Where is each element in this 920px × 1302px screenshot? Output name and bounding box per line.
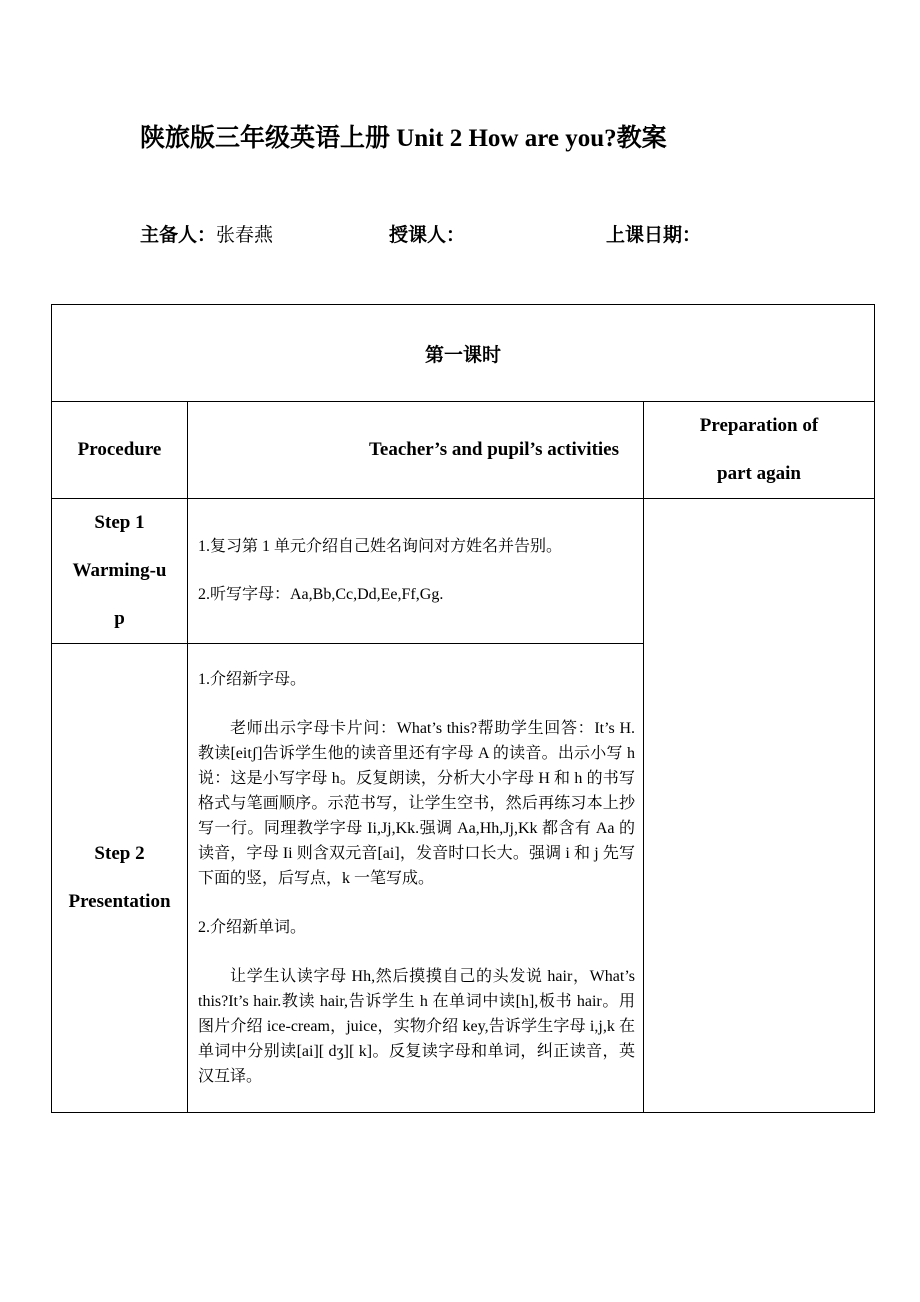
header-preparation xyxy=(644,402,875,499)
preparation-cell xyxy=(644,499,875,1113)
step2-heading-letters: 1.介绍新字母。 xyxy=(198,671,307,688)
step1-line2: Warming-u xyxy=(72,560,167,581)
header-procedure: Procedure xyxy=(52,402,188,499)
date-field xyxy=(606,220,701,247)
teacher-label: 授课人： xyxy=(389,225,466,246)
step1-activities xyxy=(188,499,644,644)
step1-line1: Step 1 xyxy=(94,512,145,533)
step1-item: 1.复习第 1 单元介绍自己姓名询问对方姓名并告别。 xyxy=(198,538,563,555)
lesson-title: 第一课时 xyxy=(52,305,875,402)
step1-row xyxy=(52,499,875,644)
step2-label xyxy=(52,644,188,1113)
step2-paragraph-letters: 老师出示字母卡片问：What’s this?帮助学生回答：It’s H.教读[eitʃ]告诉学生他的读音里还有字母 A 的读音。出示小写 h 说：这是小写字母 h。反复朗读，分析大小字母 H 和 h 的书写格式与笔画顺序。示范书写，让学生空书，然后再练习本上抄写一行。同理教学字母 Ii,Jj,Kk.强调 Aa,Hh,Jj,Kk 都含有 Aa 的读音，字母 Ii 则含双元音[ai]，发音时口长大。强调 i 和 j 先写下面的竖，后写点，k 一笔写成。 xyxy=(198,720,635,887)
step2-paragraph-words: 让学生认读字母 Hh,然后摸摸自己的头发说 hair，What’s this?It’s hair.教读 hair,告诉学生 h 在单词中读[h],板书 hair。用图片介绍 ice-cream，juice，实物介绍 key,告诉学生字母 i,j,k 在单词中分别读[ai][ dʒ][ k]。反复读字母和单词，纠正读音，英汉互译。 xyxy=(198,968,635,1085)
lesson-plan-table xyxy=(51,304,875,1113)
teacher-field xyxy=(389,220,465,247)
lead-preparer-label: 主备人： xyxy=(140,225,217,246)
date-label: 上课日期： xyxy=(606,225,702,246)
header-preparation-line2: part again xyxy=(717,463,801,484)
step1-line3: p xyxy=(114,608,125,629)
lesson-title-row xyxy=(52,305,875,402)
lead-preparer xyxy=(140,220,273,247)
step2-line2: Presentation xyxy=(68,891,171,912)
header-preparation-line1: Preparation of xyxy=(699,415,819,436)
step2-activities xyxy=(188,644,644,1113)
step1-item: 2.听写字母：Aa,Bb,Cc,Dd,Ee,Ff,Gg. xyxy=(198,586,444,603)
lead-preparer-value: 张春燕 xyxy=(216,225,274,246)
step1-label xyxy=(52,499,188,644)
header-row xyxy=(52,402,875,499)
step2-line1: Step 2 xyxy=(94,843,145,864)
header-activities: Teacher’s and pupil’s activities xyxy=(188,402,644,499)
step2-heading-words: 2.介绍新单词。 xyxy=(198,919,307,936)
page-title: 陕旅版三年级英语上册 Unit 2 How are you?教案 xyxy=(140,125,667,152)
